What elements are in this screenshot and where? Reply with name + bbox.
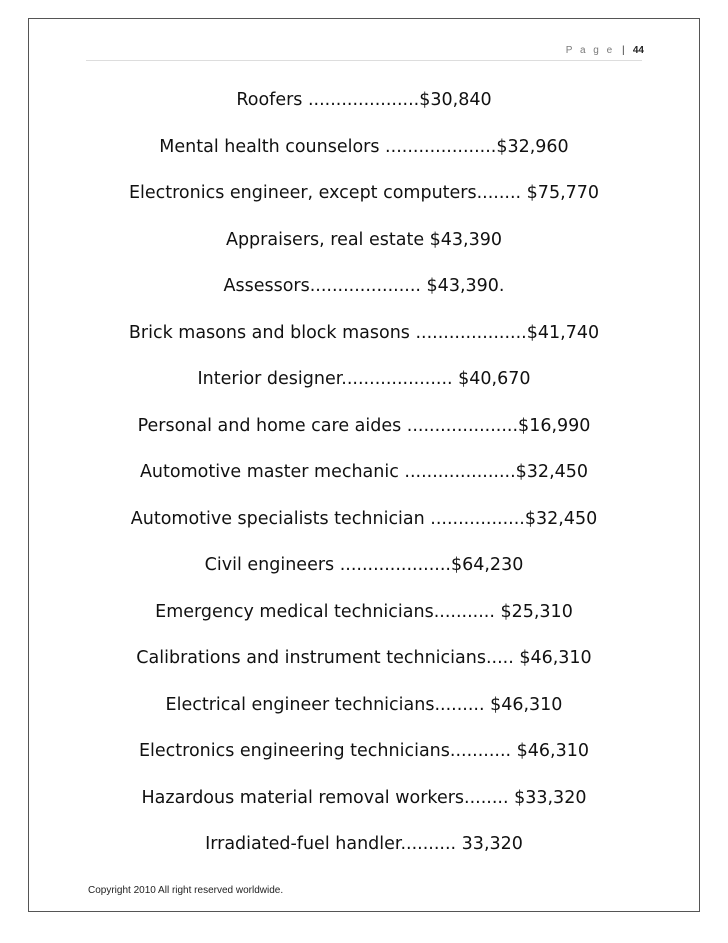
salary-list (28, 84, 700, 875)
salary-entry-electrical-engineer-technicians: Electrical engineer technicians......... $46,310 (165, 694, 563, 715)
copyright-footer: Copyright 2010 All right reserved worldwide. (88, 885, 284, 896)
page-header (566, 45, 644, 56)
page-label: P a g e (565, 45, 615, 56)
salary-entry-electronics-engineering-technicians: Electronics engineering technicians........... $46,310 (138, 741, 590, 761)
salary-entry-electronics-engineer: Electronics engineer, except computers........ $75,770 (128, 183, 600, 203)
salary-entry-hazardous-material-workers: Hazardous material removal workers........ $33,320 (141, 787, 587, 808)
page-separator: | (621, 45, 625, 56)
salary-entry-irradiated-fuel-handler: Irradiated-fuel handler.......... 33,320 (205, 834, 523, 854)
salary-entry-automotive-specialists: Automotive specialists technician .................$32,450 (130, 508, 598, 529)
salary-entry-appraisers: Appraisers, real estate $43,390 (225, 229, 503, 250)
salary-entry-mental-health-counselors: Mental health counselors ....................$32,960 (159, 136, 569, 157)
page-number: 44 (632, 45, 644, 56)
salary-entry-interior-designer: Interior designer.................... $40,670 (197, 369, 531, 389)
salary-entry-civil-engineers: Civil engineers ....................$64,230 (204, 555, 524, 575)
salary-entry-assessors: Assessors.................... $43,390. (223, 276, 505, 296)
salary-entry-roofers: Roofers ....................$30,840 (236, 90, 492, 110)
salary-entry-brick-masons: Brick masons and block masons ....................$41,740 (128, 322, 600, 343)
salary-entry-emergency-medical-technicians: Emergency medical technicians........... $25,310 (155, 601, 573, 622)
salary-entry-automotive-master-mechanic: Automotive master mechanic ....................$32,450 (139, 462, 589, 482)
salary-entry-calibrations-technicians: Calibrations and instrument technicians..... $46,310 (136, 648, 592, 668)
header-rule (86, 60, 642, 61)
salary-entry-home-care-aides: Personal and home care aides ....................$16,990 (137, 415, 591, 436)
